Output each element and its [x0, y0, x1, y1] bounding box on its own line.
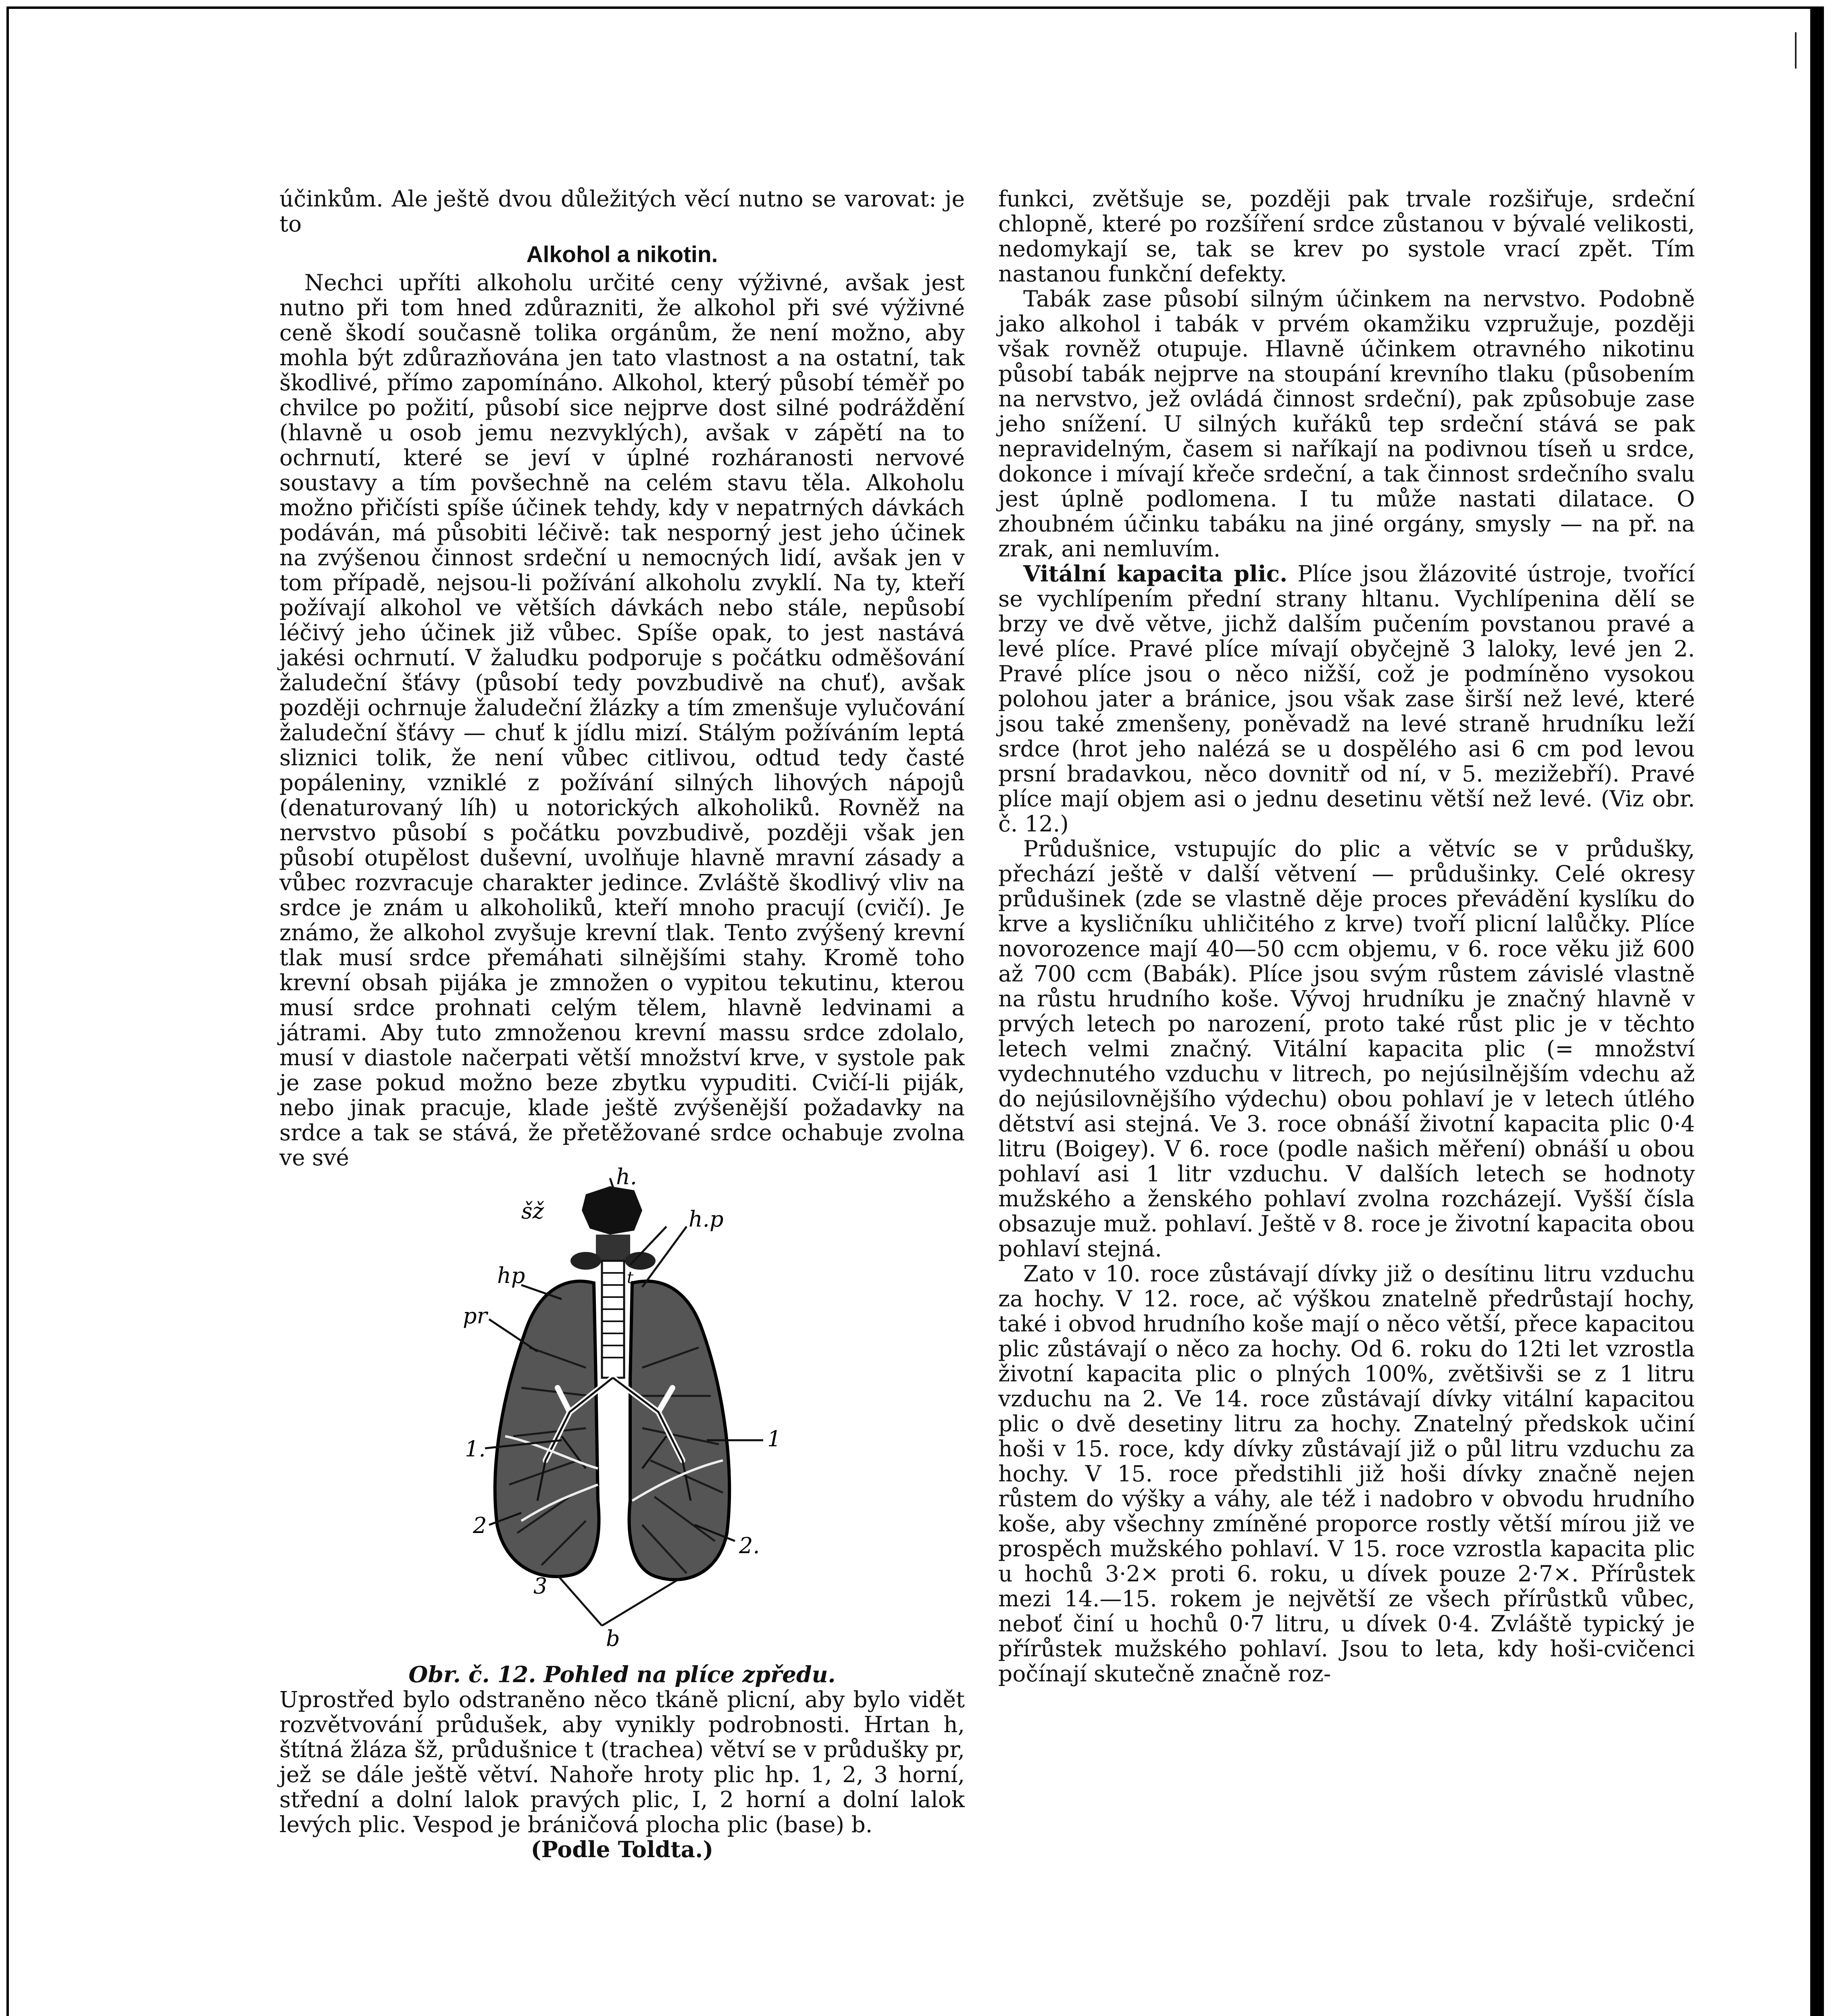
left-paragraph-2: Nechci upříti alkoholu určité ceny výživné, avšak jest nutno při tom hned zdůrazniti, že alkohol při své výživné ceně škodí současně tolika orgánům, že není možno, aby mohla být zdůrazňována jen tato vlastnost a na ostatní, tak škodlivé, přímo zapomínáno. Alkohol, který působí téměř po chvilce po požití, působí sice nejprve dost silné podráždění (hlavně u osob jemu nezvyklých), avšak v zápětí na to ochrnutí, které se jeví v úplné rozháranosti nervové soustavy a tím povšechně na celém stavu těla. Alkoholu možno přičísti spíše účinek tehdy, kdy v nepatrných dávkách podáván, má působiti léčivě: tak nesporný jest jeho účinek na zvýšenou činnost srdeční u nemocných lidí, avšak jen v tom případě, nejsou-li požívání alkoholu zvyklí. Na ty, kteří požívají alkohol ve větších dávkách nebo stále, nepůsobí léčivý jeho účinek již vůbec. Spíše opak, to jest nastává jakési ochrnutí. V žaludku podporuje s počátku odměšování žaludeční šťávy (působí tedy povzbudivě na chuť), avšak později ochrnuje žaludeční žlázky a tím zmenšuje vylučování žaludeční šťávy — chuť k jídlu mizí. Stálým požíváním leptá sliznici tolik, že není vůbec citlivou, odtud tedy časté popáleniny, vzniklé z požívání silných lihových nápojů (denaturovaný líh) u notorických alkoholiků. Rovněž na nervstvo působí s počátku povzbudivě, později však jen působí otupělost duševní, uvolňuje hlavně mravní zásady a vůbec rozvracuje charakter jedince. Zvláště škodlivý vliv na srdce je znám u alkoholiků, kteří mnoho pracují (cvičí). Je známo, že alkohol zvyšuje krevní tlak. Tento zvýšený krevní tlak musí srdce přemáhati silnějšími stahy. Kromě toho krevní obsah pijáka je zmnožen o vypitou tekutinu, kterou musí srdce prohnati celým tělem, hlavně ledvinami a játrami. Aby tuto zmnoženou krevní massu srdce zdolalo, musí v diastole načerpati větší množství krve, v systole pak je zase pokud možno beze zbytku vypuditi. Cvičí-li piják, nebo jinak pracuje, klade ještě zvýšenější požadavky na srdce a tak se stává, že přetěžované srdce ochabuje zvolna ve své: [279, 270, 965, 1170]
label-hp-right: h.p: [689, 1206, 724, 1232]
label-b: b: [606, 1626, 620, 1651]
section-subheading: Vitální kapacita plic.: [1023, 560, 1288, 587]
label-pr: pr: [463, 1303, 487, 1329]
right-paragraph-2: Tabák zase působí silným účinkem na nervstvo. Podobně jako alkohol i tabák v prvém okamžiku vzpružuje, později však rovněž otupuje. Hlavně účinkem otravného nikotinu působí tabák nejprve na stoupání krevního tlaku (působením na nervstvo, jež ovládá činnost srdeční), pak způsobuje zase jeho snížení. U silných kuřáků tep srdeční stává se pak nepravidelným, časem si naříkají na podivnou tíseň u srdce, dokonce i mívají křeče srdeční, a tak činnost srdečního svalu jest úplně podlomena. I tu může nastati dilatace. O zhoubném účinku tabáku na jiné orgány, smysly — na př. na zrak, ani nemluvím.: [998, 286, 1695, 562]
figure-caption: Obr. č. 12. Pohled na plíce zpředu.: [408, 1661, 836, 1687]
lungs-illustration: [279, 1164, 965, 1658]
left-column: [279, 186, 965, 1862]
label-2-left: 2: [473, 1513, 487, 1538]
right-paragraph-3-text: Plíce jsou žlázovité ústroje, tvořící se vychlípením přední strany hltanu. Vychlípenina dělí se brzy ve dvě větve, jichž dalším pučením povstanou pravé a levé plíce. Pravé plíce mívají obyčejně 3 laloky, levé jen 2. Pravé plíce jsou o něco nižší, což je podmíněno vysokou polohou jater a bránice, jsou však zase širší než levé, které jsou také zmenšeny, poněvadž na levé straně hrudníku leží srdce (hrot jeho nalézá se u dospělého asi 6 cm pod levou prsní bradavkou, něco dovnitř od ní, v 5. mezižebří). Pravé plíce mají objem asi o jednu desetinu větší než levé. (Viz obr. č. 12.): [998, 561, 1695, 837]
label-2-right: 2.: [739, 1533, 760, 1558]
label-3: 3: [533, 1573, 548, 1599]
label-1-left: 1.: [465, 1436, 486, 1462]
left-paragraph-1: účinkům. Ale ještě dvou důležitých věcí nutno se varovat: je to: [279, 186, 965, 237]
scan-mark: [1795, 32, 1797, 69]
right-column: [998, 186, 1695, 1686]
right-paragraph-5: Zato v 10. roce zůstávají dívky již o desítinu litru vzduchu za hochy. V 12. roce, ač výškou znatelně předrůstají hochy, také i obvod hrudního koše mají o něco větší, přece kapacitou plic zůstávají o něco za hochy. Od 6. roku do 12ti let vzrostla životní kapacita plic o plných 100%, zvětšivši se z 1 litru vzduchu na 2. Ve 14. roce zůstávají dívky vitální kapacitou plic o dvě desetiny litru za hochy. Znatelný předskok učiní hoši v 15. roce, kdy dívky zůstávají již o půl litru vzduchu za hochy. V 15. roce předstihli již hoši dívky značně nejen růstem do výšky a váhy, ale též i nadobro v obvodu hrudního koše, aby všechny zmíněné proporce rostly větší mírou již ve prospěch mužského pohlaví. V 15. roce vzrostla kapacita plic u hochů 3·2× proti 6. roku, u dívek pouze 2·7×. Přírůstek mezi 14.—15. rokem je největší ze všech přírůstků vůbec, neboť činí u hochů 0·7 litru, u dívek 0·4. Zvláště typický je přírůstek mužského pohlaví. Jsou to leta, kdy hoši-cvičenci počínají skutečně značně roz-: [998, 1261, 1695, 1687]
label-hp-left: hp: [497, 1263, 525, 1288]
figure-description: Uprostřed bylo odstraněno něco tkáně plicní, aby bylo vidět rozvětvování průdušek, aby vynikly podrobnosti. Hrtan h, štítná žláza šž, průdušnice t (trachea) větví se v průdušky pr, jež se dále ještě větví. Nahoře hroty plic hp. 1, 2, 3 horní, střední a dolní lalok pravých plic, I, 2 horní a dolní lalok levých plic. Vespod je bráničová plocha plic (base) b.: [279, 1687, 965, 1837]
label-sz: šž: [521, 1198, 544, 1224]
right-paragraph-4: Průdušnice, vstupujíc do plic a větvíc se v průdušky, přechází ještě v další větvení — průdušinky. Celé okresy průdušinek (zde se vlastně děje proces převádění kyslíku do krve a kysličníku uhličitého z krve) tvoří plicní lalůčky. Plíce novorozence mají 40—50 ccm objemu, v 6. roce věku již 600 až 700 ccm (Babák). Plíce jsou svým růstem závislé vlastně na růstu hrudního koše. Vývoj hrudníku je značný hlavně v prvých letech po narození, proto také růst plic je v těchto letech velmi značný. Vitální kapacita plic (= množství vydechnutého vzduchu v litrech, po nejúsilnějším vdechu až do nejúsilovnějšího výdechu) obou pohlaví je v letech útlého dětství asi stejná. Ve 3. roce obnáší životní kapacita plic 0·4 litru (Boigey). V 6. roce (podle našich měření) obnáší u obou pohlaví asi 1 litr vzduchu. V dalších letech se hodnoty mužského a ženského pohlaví zvolna rozcházejí. Vyšší čísla obsazuje muž. pohlaví. Ještě v 8. roce je životní kapacita obou pohlaví stejná.: [998, 836, 1695, 1262]
section-heading: Alkohol a nikotin.: [526, 242, 718, 267]
label-t: t: [627, 1268, 634, 1287]
figure-source: (Podle Toldta.): [531, 1836, 714, 1862]
lungs-figure: [279, 1164, 965, 1658]
label-1-right: 1: [767, 1426, 781, 1452]
label-h: h.: [616, 1164, 637, 1189]
right-paragraph-3: [998, 561, 1695, 836]
right-paragraph-1: funkci, zvětšuje se, později pak trvale rozšiřuje, srdeční chlopně, které po rozšíření srdce zůstanou v bývalé velikosti, nedomykají se, tak se krev po systole vrací zpět. Tím nastanou funkční defekty.: [998, 186, 1695, 287]
